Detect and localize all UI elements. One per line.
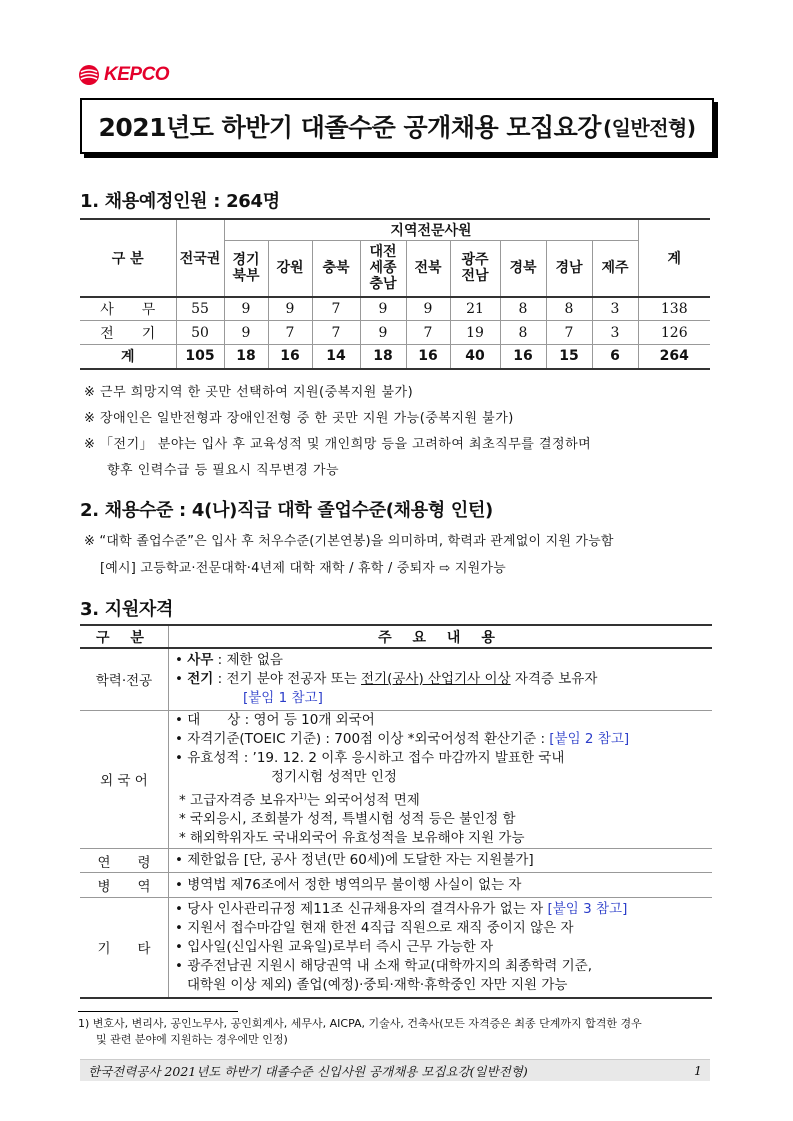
row-label: 사 무 xyxy=(80,297,176,321)
text: * 국외응시, 조회불가 성적, 특별시험 성적 등은 불인정 함 xyxy=(179,811,516,827)
table-cell: 9 xyxy=(360,297,406,321)
col-region: 충북 xyxy=(312,241,360,297)
table-cell: 138 xyxy=(638,297,710,321)
table-cell: 9 xyxy=(406,297,450,321)
col-region: 경북 xyxy=(500,241,546,297)
text: • 자격기준(TOEIC 기준) : 700점 이상 *외국어성적 환산기준 : xyxy=(175,730,550,747)
table-cell: 7 xyxy=(268,321,312,345)
col-national: 전국권 xyxy=(176,219,224,297)
table-cell: 14 xyxy=(312,345,360,369)
table-cell: 16 xyxy=(500,345,546,369)
text: • 당사 인사관리규정 제11조 신규채용자의 결격사유가 없는 자 xyxy=(175,900,548,917)
text: • 제한없음 [단, 공사 정년(만 60세)에 도달한 자는 지원불가] xyxy=(169,849,713,873)
row-age xyxy=(80,849,712,873)
note-2: ※ 장애인은 일반전형과 장애인전형 중 한 곳만 지원 가능(중복지원 불가) xyxy=(84,411,514,426)
section2-heading: 2. 채용수준 : 4(나)직급 대학 졸업수준(채용형 인턴) xyxy=(80,500,493,521)
underlined-text: 전기(공사) 산업기사 이상 xyxy=(361,670,511,687)
table-cell: 126 xyxy=(638,321,710,345)
row-military xyxy=(80,873,712,898)
table-cell: 55 xyxy=(176,297,224,321)
text: : 전기 분야 전공자 또는 xyxy=(213,670,362,687)
table-cell: 7 xyxy=(312,321,360,345)
table-cell: 264 xyxy=(638,345,710,369)
table-row xyxy=(80,321,710,345)
appendix-1-ref: [붙임 1 참고] xyxy=(243,689,323,706)
col-region: 경기 북부 xyxy=(224,241,268,297)
table-cell: 3 xyxy=(592,321,638,345)
section3-heading: 3. 지원자격 xyxy=(80,599,174,620)
footer-text: 한국전력공사 2021년도 하반기 대졸수준 신입사원 공개채용 모집요강(일반전형) xyxy=(88,1063,528,1079)
col-total: 계 xyxy=(638,219,710,297)
section2-note: ※ “대학 졸업수준”은 입사 후 처우수준(기본연봉)을 의미하며, 학력과 관계없이 지원 가능함 xyxy=(84,534,614,549)
col-region: 제주 xyxy=(592,241,638,297)
col-region: 광주 전남 xyxy=(450,241,500,297)
table-cell: 9 xyxy=(268,297,312,321)
note-4: 향후 인력수급 등 필요시 직무변경 가능 xyxy=(107,463,340,478)
title-main: 2021년도 하반기 대졸수준 공개채용 모집요강 xyxy=(98,113,601,142)
col-region: 대전 세종 충남 xyxy=(360,241,406,297)
text: * 해외학위자도 국내외국어 유효성적을 보유해야 지원 가능 xyxy=(179,830,525,846)
section2-example: [예시] 고등학교·전문대학·4년제 대학 재학 / 휴학 / 중퇴자 ⇨ 지원가능 xyxy=(100,561,506,576)
note-1: ※ 근무 희망지역 한 곳만 선택하여 지원(중복지원 불가) xyxy=(84,385,414,400)
table-cell: 7 xyxy=(312,297,360,321)
row-label: 병 역 xyxy=(80,873,169,898)
footnote-line-1: 1) 변호사, 변리사, 공인노무사, 공인회계사, 세무사, AICPA, 기술사, 건축사(모든 자격증은 최종 단계까지 합격한 경우 xyxy=(78,1017,642,1030)
table-cell: 8 xyxy=(500,321,546,345)
eligibility-table xyxy=(80,624,712,999)
table-cell: 7 xyxy=(406,321,450,345)
footnote-divider xyxy=(78,1011,238,1012)
text: • 병역법 제76조에서 정한 병역의무 불이행 사실이 없는 자 xyxy=(169,873,713,898)
row-etc xyxy=(80,898,712,998)
col-category: 구 분 xyxy=(80,219,176,297)
row-education: 학력·전공 • 사무 : 제한 없음 • 전기 : 전기 분야 전공자 또는 전기(공사) 산업기사 이상 자격증 보유자 [붙임 1 참고] xyxy=(80,648,712,710)
table-cell: 6 xyxy=(592,345,638,369)
text: 정기시험 성적만 인정 xyxy=(271,768,397,785)
row-label: 전 기 xyxy=(80,321,176,345)
title-sub: (일반전형) xyxy=(602,115,696,140)
kepco-logo-icon xyxy=(78,64,100,86)
page-footer xyxy=(80,1059,710,1081)
text: 대학원 이상 제외) 졸업(예정)·중퇴·재학·휴학중인 자만 지원 가능 xyxy=(187,976,568,993)
page-number: 1 xyxy=(694,1063,702,1078)
table-row xyxy=(80,297,710,321)
row-label: 외 국 어 xyxy=(80,710,169,849)
table-cell: 18 xyxy=(224,345,268,369)
text: • 입사일(신입사원 교육일)로부터 즉시 근무 가능한 자 xyxy=(175,938,494,955)
section1-heading: 1. 채용예정인원 : 264명 xyxy=(80,191,280,212)
text: • 대 상 : 영어 등 10개 외국어 xyxy=(175,711,375,728)
table-cell: 15 xyxy=(546,345,592,369)
table-cell: 8 xyxy=(546,297,592,321)
table-cell: 40 xyxy=(450,345,500,369)
col-region: 강원 xyxy=(268,241,312,297)
table-cell: 9 xyxy=(224,297,268,321)
table-cell: 105 xyxy=(176,345,224,369)
footnote xyxy=(78,1016,718,1048)
text: : 제한 없음 xyxy=(213,651,283,668)
col-regional-group: 지역전문사원 xyxy=(224,219,638,241)
bold-term: 전기 xyxy=(187,670,214,687)
row-label: 연 령 xyxy=(80,849,169,873)
text: * 고급자격증 보유자 xyxy=(179,792,299,808)
table-cell: 19 xyxy=(450,321,500,345)
recruitment-count-table xyxy=(80,218,710,370)
table-cell: 9 xyxy=(360,321,406,345)
row-language xyxy=(80,710,712,849)
table-cell: 9 xyxy=(224,321,268,345)
row-label: 계 xyxy=(80,345,176,369)
note-3: ※ 「전기」 분야는 입사 후 교육성적 및 개인희망 등을 고려하여 최초직무를 결정하며 xyxy=(84,437,592,452)
kepco-logo xyxy=(78,64,169,86)
text: 는 외국어성적 면제 xyxy=(306,792,420,808)
logo-text: KEPCO xyxy=(104,64,170,85)
col-category-3: 구 분 xyxy=(80,625,169,648)
table-cell: 16 xyxy=(406,345,450,369)
text: • 광주전남권 지원시 해당권역 내 소재 학교(대학까지의 최종학력 기준, xyxy=(175,957,592,974)
text: • 유효성적 : ’19. 12. 2 이후 응시하고 접수 마감까지 발표한 국내 xyxy=(175,749,565,766)
col-region: 전북 xyxy=(406,241,450,297)
col-content: 주 요 내 용 xyxy=(169,625,713,648)
bold-term: 사무 xyxy=(187,651,214,668)
table-cell: 8 xyxy=(500,297,546,321)
col-region: 경남 xyxy=(546,241,592,297)
table-cell: 50 xyxy=(176,321,224,345)
table-cell: 7 xyxy=(546,321,592,345)
text: 자격증 보유자 xyxy=(510,670,598,687)
document-title xyxy=(80,98,714,154)
footnote-line-2: 및 관련 분야에 지원하는 경우에만 인정) xyxy=(96,1033,288,1046)
table-row xyxy=(80,345,710,369)
table-cell: 3 xyxy=(592,297,638,321)
table-cell: 16 xyxy=(268,345,312,369)
appendix-3-ref: [붙임 3 참고] xyxy=(547,900,628,917)
footnote-ref: 1) xyxy=(298,791,307,801)
row-label: 학력·전공 xyxy=(80,648,169,710)
table-cell: 21 xyxy=(450,297,500,321)
appendix-2-ref: [붙임 2 참고] xyxy=(549,730,630,747)
text: • 지원서 접수마감일 현재 한전 4직급 직원으로 재직 중이지 않은 자 xyxy=(175,919,574,936)
row-label: 기 타 xyxy=(80,898,169,998)
table-cell: 18 xyxy=(360,345,406,369)
